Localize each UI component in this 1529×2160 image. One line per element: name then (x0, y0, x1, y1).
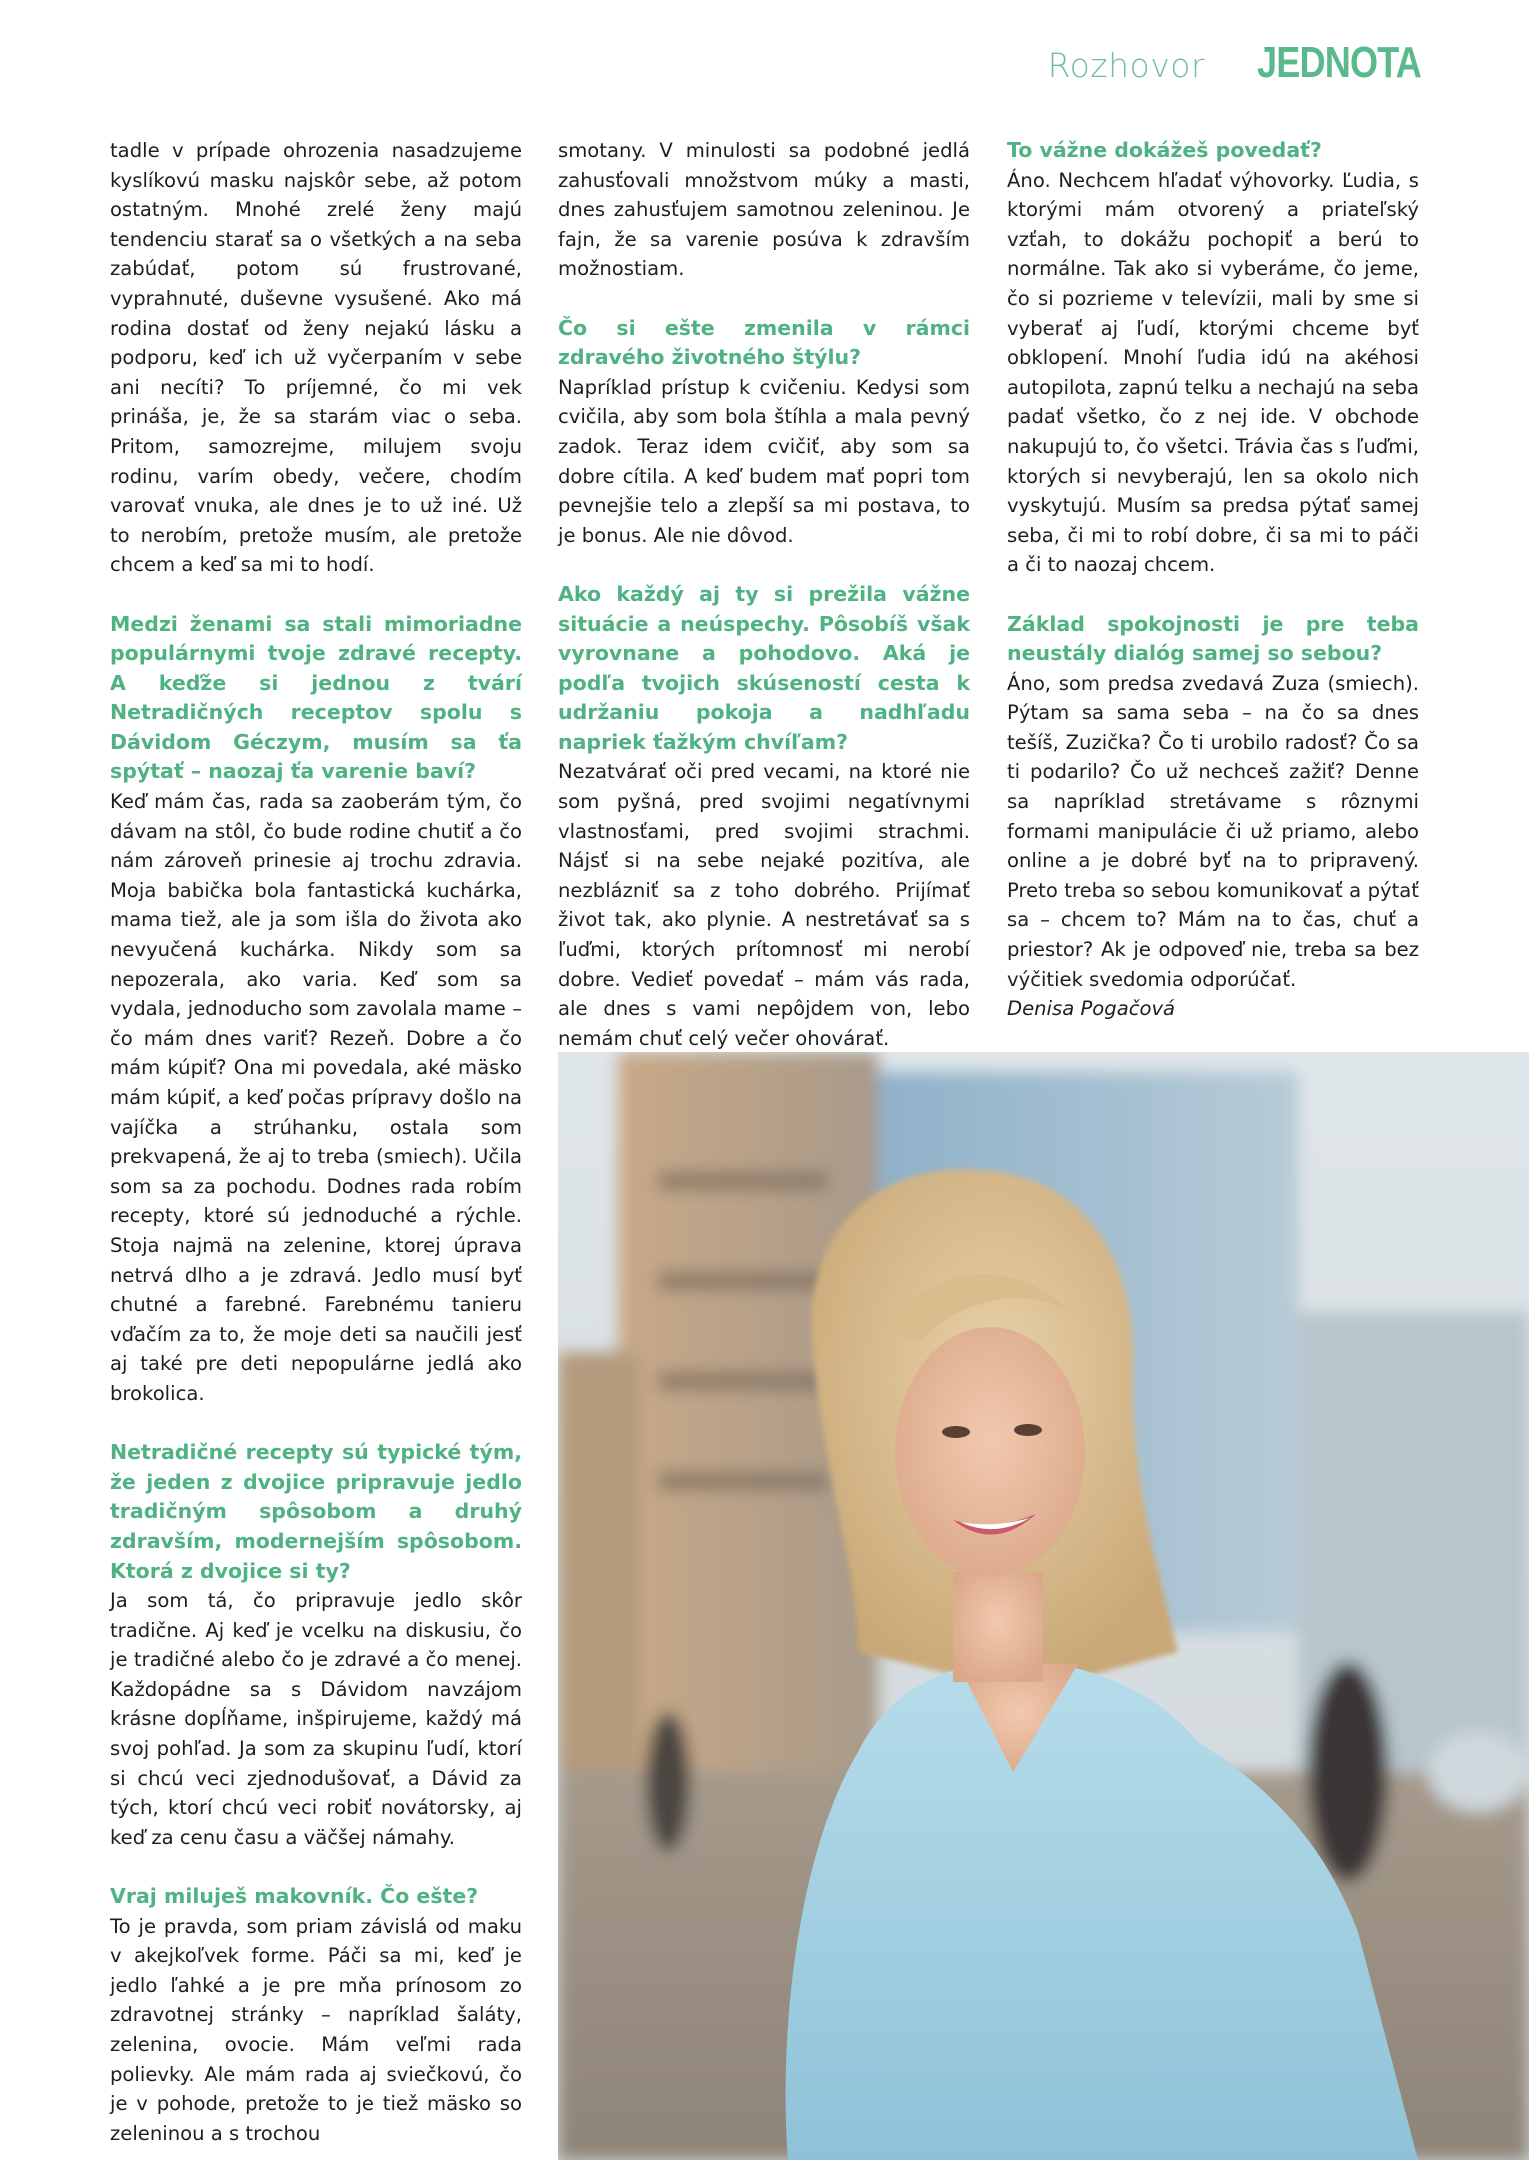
answer-paragraph: Áno, som predsa zvedavá Zuza (smiech). Pýtam sa sama seba – na čo sa dnes tešíš, Zuzička? Čo ti urobilo radosť? Čo sa ti podarilo? Čo už nechceš zažiť? Denne sa napríklad stretávame s rôznymi formami manipulácie či už priamo, alebo online a je dobré byť na to pripravený. Preto treba so sebou komunikovať a pýtať sa – chcem to? Mám na to čas, chuť a priestor? Ak je odpoveď nie, treba sa bez výčitiek svedomia odporúčať. (1007, 671, 1419, 991)
section-label: Rozhovor (1047, 46, 1206, 85)
answer-paragraph: Áno. Nechcem hľadať výhovorky. Ľudia, s ktorými mám otvorený a priateľský vzťah, to dokážu pochopiť a berú to normálne. Tak ako si vyberáme, čo jeme, čo si pozrieme v televízii, mali by sme si vyberať aj ľudí, ktorými chceme byť obklopení. Mnohí ľudia idú na akéhosi autopilota, zapnú telku a nechajú na seba padať všetko, čo z nej ide. V obchode nakupujú to, čo všetci. Trávia čas s ľuďmi, ktorých si nevyberajú, len sa okolo nich vyskytujú. Musím sa predsa pýtať samej seba, či mi to robí dobre, či sa mi to páči a či to naozaj chcem. (1007, 168, 1419, 577)
author-byline: Denisa Pogačová (1007, 997, 1176, 1021)
question-heading: Netradičné recepty sú typické tým, že jeden z dvojice pripravuje jedlo tradičným spôsobom a druhý zdravším, modernejším spôsobom. Ktorá z dvojice si ty? (110, 1440, 522, 1583)
portrait-photo (558, 1052, 1529, 2160)
brand-logo: JEDNOTA (1257, 38, 1421, 87)
paragraph: tadle v prípade ohrozenia nasadzujeme kyslíkovú masku najskôr sebe, až potom ostatným. Mnohé zrelé ženy majú tendenciu starať sa o všetkých a na seba zabúdať, potom sú frustrované, vyprahnuté, duševne vysušené. Ako má rodina dostať od ženy nejakú lásku a podporu, keď ich už vyčerpaním v sebe ani necíti? To príjemné, čo mi vek prináša, je, že sa starám viac o seba. Pritom, samozrejme, milujem svoju rodinu, varím obedy, večere, chodím varovať vnuka, ale dnes je to už iné. Už to nerobím, pretože musím, ale pretože chcem a keď sa mi to hodí. (110, 139, 522, 577)
column-2 (558, 136, 970, 1053)
question-heading: Vraj miluješ makovník. Čo ešte? (110, 1884, 479, 1909)
paragraph: smotany. V minulosti sa podobné jedlá zahusťovali množstvom múky a masti, dnes zahusťujem samotnou zeleninou. Je fajn, že sa varenie posúva k zdravším možnostiam. (558, 139, 970, 281)
answer-paragraph: To je pravda, som priam závislá od maku v akejkoľvek forme. Páči sa mi, keď je jedlo ľahké a je pre mňa prínosom zo zdravotnej stránky – napríklad šaláty, zelenina, ovocie. Mám veľmi rada polievky. Ale mám rada aj sviečkovú, čo je v pohode, pretože to je tiež mäsko so zeleninou a s trochou (110, 1914, 522, 2145)
column-3 (1007, 136, 1419, 1024)
answer-paragraph: Ja som tá, čo pripravuje jedlo skôr tradične. Aj keď je vcelku na diskusiu, čo je tradičné alebo čo je zdravé a čo menej. Každopádne sa s Dávidom navzájom krásne dopĺňame, inšpirujeme, každý má svoj pohľad. Ja som za skupinu ľudí, ktorí si chcú veci zjednodušovať, a Dávid za tých, ktorí chcú veci robiť novátorsky, aj keď za cenu času a väčšej námahy. (110, 1589, 522, 1849)
column-1 (110, 136, 522, 2148)
question-heading: To vážne dokážeš povedať? (1007, 138, 1322, 162)
question-heading: Čo si ešte zmenila v rámci zdravého životného štýlu? (558, 315, 970, 370)
answer-paragraph: Keď mám čas, rada sa zaoberám tým, čo dávam na stôl, čo bude rodine chutiť a čo nám zároveň prinesie aj trochu zdravia. Moja babička bola fantastická kuchárka, mama tiež, ale ja som išla do života ako nevyučená kuchárka. Nikdy som sa nepozerala, ako varia. Keď som sa vydala, jednoducho som zavolala mame – čo mám dnes variť? Rezeň. Dobre a čo mám kúpiť? Ona mi povedala, aké mäsko mám kúpiť, a keď počas prípravy došlo na vajíčka a strúhanku, ostala som prekvapená, že aj to treba (smiech). Učila som sa za pochodu. Dodnes rada robím recepty, ktoré sú jednoduché a rýchle. Stoja najmä na zelenine, ktorej úprava netrvá dlho a je zdravá. Jedlo musí byť chutné a farebné. Farebnému tanieru vďačím za to, že moje deti sa naučili jesť aj také pre deti nepopulárne jedlá ako brokolica. (110, 790, 522, 1405)
answer-paragraph: Napríklad prístup k cvičeniu. Kedysi som cvičila, aby som bola štíhla a mala pevný zadok. Teraz idem cvičiť, aby som sa dobre cítila. A keď budem mať popri tom pevnejšie telo a zlepší sa mi postava, to je bonus. Ale nie dôvod. (558, 375, 970, 547)
portrait-illustration (558, 1052, 1529, 2160)
answer-paragraph: Nezatvárať oči pred vecami, na ktoré nie som pyšná, pred svojimi negatívnymi vlastnosťami, pred svojimi strachmi. Nájsť si na sebe nejaké pozitíva, ale nezblázniť sa z toho dobrého. Prijímať život tak, ako plynie. A nestretávať sa s ľuďmi, ktorých prítomnosť mi nerobí dobre. Vedieť povedať – mám vás rada, ale dnes s vami nepôjdem von, lebo nemám chuť celý večer ohovárať. (558, 760, 970, 1050)
page-header (1048, 38, 1421, 90)
question-heading: Základ spokojnosti je pre teba neustály dialóg samej so sebou? (1007, 611, 1419, 666)
question-heading: Medzi ženami sa stali mimoriadne populárnymi tvoje zdravé recepty. A keďže si jednou z tvárí Netradičných receptov spolu s Dávidom Géczym, musím sa ťa spýtať – naozaj ťa varenie baví? (110, 611, 522, 784)
question-heading: Ako každý aj ty si prežila vážne situácie a neúspechy. Pôsobíš však vyrovnane a pohodovo. Aká je podľa tvojich skúseností cesta k udržaniu pokoja a nadhľadu napriek ťažkým chvíľam? (558, 581, 970, 754)
